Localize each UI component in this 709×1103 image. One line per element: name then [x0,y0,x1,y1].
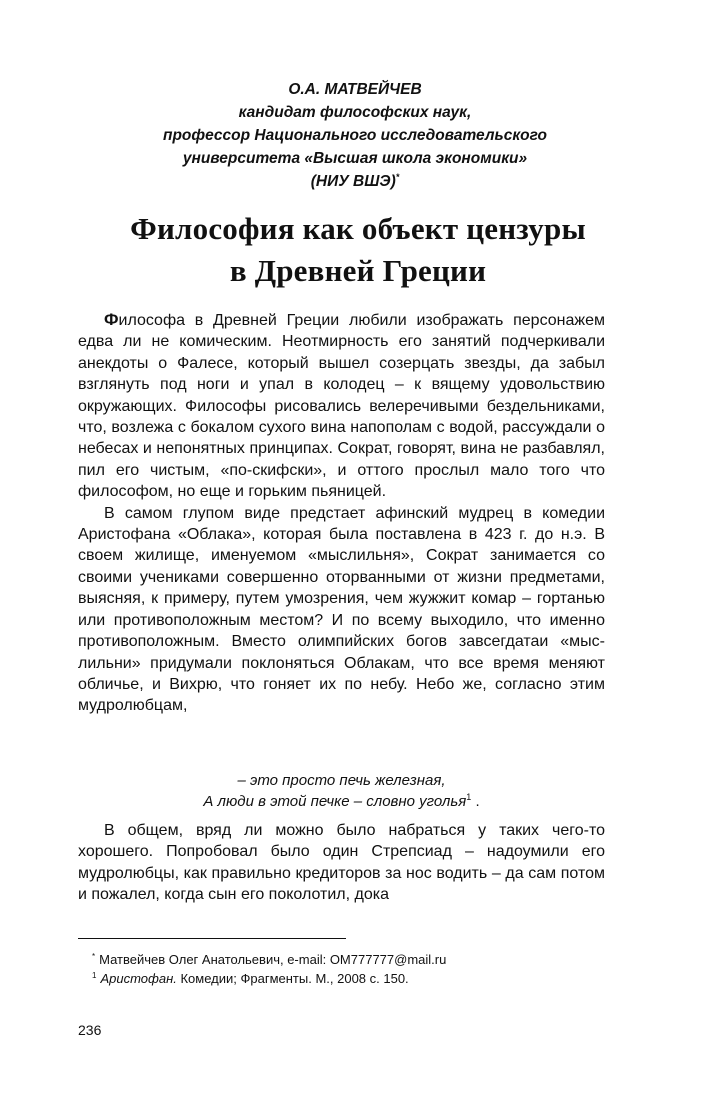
author-position-line-2: университета «Высшая школа экономики» [182,150,528,167]
footnote-author [92,950,612,969]
author-position-line-1: профессор Национального исследовательского [163,127,547,144]
footnote-italic: Аристофан. [100,971,177,986]
verse-quote [78,770,605,812]
footnote-text: Комедии; Фрагменты. М., 2008 с. 150. [176,971,409,986]
paragraph-3: В общем, вряд ли можно было набраться у таких чего-то хорошего. Попробовал было один Стрепсиад – надоумили его мудролюбцы, как правильно кредиторов за нос водить – да сам потом и пожалел, когда сын его поколотил, дока [78,822,605,904]
title-line-2: в Древней Греции [229,253,487,288]
paragraph-2: В самом глупом виде предстает афинский мудрец в комедии Аристофана «Облака», которая была поставлена в 423 г. до н.э. В своем жилище, именуемом «мыслильня», Сократ занимается со своими учениками совершенно оторванными от жизни предметами, выясняя, к примеру, путем умозрения, чем жужжит комар – гортанью или противоположным местом? И по всему выходило, что именно противоположным. Вместо олимпийских богов завсегдатаи «мыслильни» придумали поклоняться Облакам, что все время меняют обличье, и Вихрю, что гоняет их по небу. Небо же, согласно этим мудролюбцам, [78,504,605,715]
footnote-citation [92,969,612,988]
author-block [70,78,640,193]
footnotes [92,950,612,988]
footnote-marker: 1 [92,970,97,980]
footnote-divider [78,938,346,939]
verse-line-2 [78,791,605,812]
footnote-marker: * [92,951,96,961]
verse-line-2-text: А люди в этой печке – словно уголья [203,793,467,810]
verse-line-2-end: . [471,793,480,810]
author-institution-line [70,170,640,193]
footnote-text: Матвейчев Олег Анатольевич, e-mail: OM777777@mail.ru [99,952,447,967]
paragraph-1 [78,309,605,503]
author-institution-abbr: (НИУ ВШЭ) [310,173,396,190]
page-number: 236 [78,1022,102,1038]
paragraph-1-text: илософа в Древней Греции любили изображать персонажем едва ли не комическим. Неотмирность его занятий подчеркивали анекдоты о Фалесе, который вышел созерцать звезды, да забыл взглянуть под ноги и упал в колодец – к вящему удовольствию окружающих. Философы рисовались велеречивыми бездельниками, что, возлежа с бокалом сухого вина напополам с водой, рассуждали о небесах и непонятных принципах. Сократ, говорят, вина не разбавлял, пил его чистым, «по-скифски», и оттого прослыл мало того что философом, но еще и горьким пьяницей. [78,312,605,501]
author-degree: кандидат философских наук, [238,104,472,121]
body-text-lower [78,820,605,906]
title-line-1: Философия как объект цензуры [130,211,586,246]
paragraph-1-initial: Ф [104,310,119,329]
author-name: О.А. МАТВЕЙЧЕВ [288,81,422,98]
body-text-upper [78,309,605,717]
verse-line-1: – это просто печь железная, [237,772,446,789]
verse-footnote-marker[interactable]: 1 [466,792,472,802]
author-footnote-marker[interactable]: * [395,171,400,182]
article-title [78,208,638,292]
